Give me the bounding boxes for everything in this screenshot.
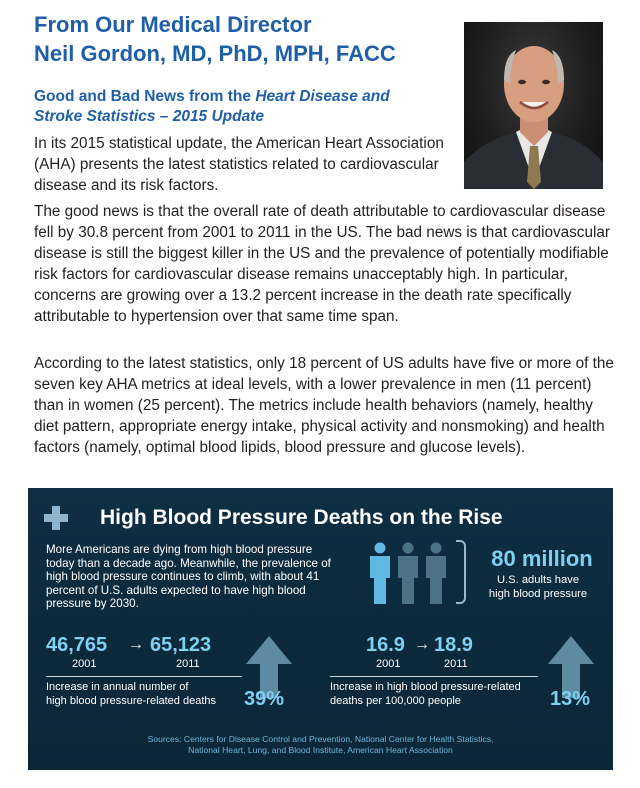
right-from-value: 16.9 <box>366 634 405 656</box>
paragraph-intro: In its 2015 statistical update, the American Heart Association (AHA) presents the latest statistics related to cardiovascular disease and its risk factors. <box>34 135 444 194</box>
right-from-year: 2001 <box>376 658 401 670</box>
title-line-2: Neil Gordon, MD, PhD, MPH, FACC <box>34 41 396 66</box>
right-percent: 13% <box>550 688 591 710</box>
director-portrait <box>464 22 603 189</box>
sources-line-2: National Heart, Lung, and Blood Institute, American Heart Association <box>188 745 453 755</box>
people-icon-group <box>368 542 450 604</box>
paragraph-metrics: According to the latest statistics, only 18 percent of US adults have five or more of the seven key AHA metrics at ideal levels, with a lower prevalence in men (11 percent) than in women (25 percent). The metrics include health behaviors (namely, healthy diet pattern, appropriate energy intake, physical activity and nonsmoking) and health factors (namely, optimal blood lipids, blood pressure and glucose levels). <box>34 355 614 456</box>
person-icon <box>426 543 446 605</box>
big-stat-value: 80 million <box>491 546 593 571</box>
big-stat-caption-line-1: U.S. adults have <box>496 574 580 586</box>
sources-note <box>68 734 573 756</box>
sources-line-1: Sources: Centers for Disease Control and Prevention, National Center for Health Statistics, <box>147 734 494 744</box>
page-title <box>34 10 454 68</box>
plus-cross-icon <box>42 504 70 532</box>
left-divider <box>46 676 242 677</box>
big-stat-caption <box>468 574 608 601</box>
right-caption-line-2: deaths per 100,000 people <box>330 695 461 707</box>
person-icon <box>398 543 418 605</box>
infographic-panel <box>28 488 613 770</box>
subtitle-italic-1: Heart Disease and <box>255 88 390 105</box>
subtitle-italic-2: Stroke Statistics – 2015 Update <box>34 108 265 125</box>
right-to-value: 18.9 <box>434 634 473 656</box>
left-to-value: 65,123 <box>150 634 212 656</box>
left-from-year: 2001 <box>72 658 97 670</box>
left-percent: 39% <box>244 688 285 710</box>
right-caption-line-1: Increase in high blood pressure-related <box>330 681 521 693</box>
left-caption <box>46 680 256 708</box>
arrow-right-icon: → <box>414 636 430 653</box>
right-divider <box>330 676 538 677</box>
left-caption-line-1: Increase in annual number of <box>46 681 189 693</box>
portrait-illustration <box>464 22 603 189</box>
arrow-right-icon: → <box>128 636 144 653</box>
subtitle-prefix: Good and Bad News from the <box>34 88 256 105</box>
title-line-1: From Our Medical Director <box>34 12 312 37</box>
left-caption-line-2: high blood pressure-related deaths <box>46 695 217 707</box>
article-subtitle <box>34 87 454 127</box>
big-stat-caption-line-2: high blood pressure <box>488 587 588 600</box>
right-caption <box>330 680 552 708</box>
person-icon <box>370 543 390 605</box>
paragraph-good-bad-news: The good news is that the overall rate of death attributable to cardiovascular disease fell by 30.8 percent from 2001 to 2011 in the US. The bad news is that cardiovascular disease is still the biggest killer in the US and the prevalence of potentially modifiable risk factors for cardiovascular disease remains unacceptably high. In particular, concerns are growing over a 13.2 percent increase in the death rate specifically attributable to hypertension over that same time span. <box>34 203 610 325</box>
infographic-title: High Blood Pressure Deaths on the Rise <box>100 506 503 529</box>
bracket-divider <box>456 540 466 604</box>
left-from-value: 46,765 <box>46 634 108 656</box>
infographic-intro: More Americans are dying from high blood pressure today than a decade ago. Meanwhile, the prevalence of high blood pressure continues to climb, with about 41 percent of U.S. adults expected to have high blood pressure by 2030. <box>46 543 331 610</box>
right-to-year: 2011 <box>444 658 468 670</box>
left-to-year: 2011 <box>176 658 200 670</box>
